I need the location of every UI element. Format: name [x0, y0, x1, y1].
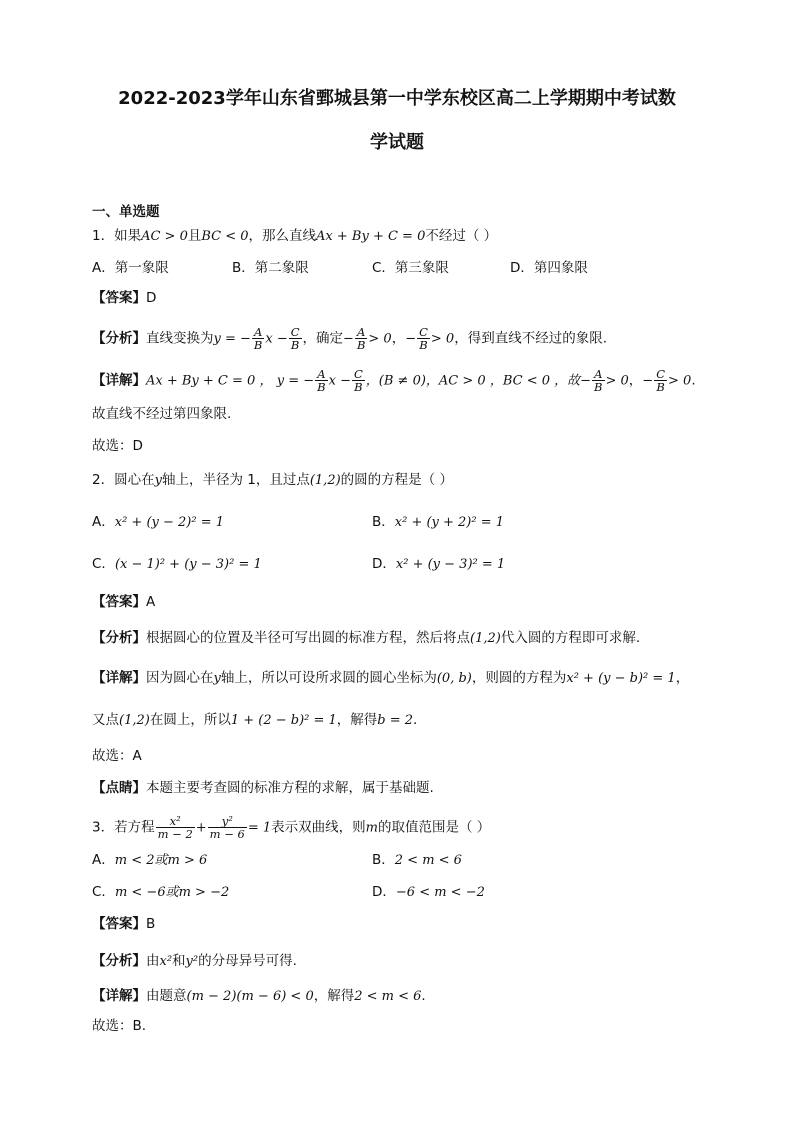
analysis-label: 【分析】 — [92, 330, 146, 347]
frac-num: x² — [156, 815, 195, 828]
q2-stem-c: 的圆的方程是（ ） — [340, 472, 453, 488]
analysis-label: 【分析】 — [92, 630, 146, 646]
q2-option-b-label: B． — [372, 514, 395, 530]
q2-option-c — [92, 554, 262, 575]
q1-stem — [92, 226, 497, 247]
detail-label: 【详解】 — [92, 988, 146, 1004]
q3-stem — [92, 815, 490, 840]
frac-num: A — [252, 326, 264, 339]
answer-label: 【答案】 — [92, 594, 146, 610]
q3-option-c — [92, 882, 229, 903]
frac-den: B — [253, 338, 263, 352]
q3-eq-one: = 1 — [247, 820, 272, 836]
frac-num: A — [355, 326, 367, 339]
q3-answer-value: B — [146, 916, 156, 932]
q2-detail-b: 轴上，所以可设所求圆的圆心坐标为 — [220, 670, 437, 686]
fraction-c-b — [352, 368, 365, 393]
frac-num: A — [315, 368, 327, 381]
q1-option-d: D．第四象限 — [510, 260, 588, 276]
q3-detail-c: . — [421, 988, 426, 1004]
q1-pick: 故选：D — [92, 438, 143, 454]
q2-detail-eq: x² + (y − b)² = 1 — [566, 671, 676, 686]
q2-option-c-label: C． — [92, 556, 115, 572]
fraction-a-b — [252, 326, 264, 351]
frac-den: B — [354, 380, 363, 394]
q2-detail — [92, 668, 689, 689]
gt-zero: > 0 — [368, 331, 392, 347]
q1-detail-c: AC > 0 ， — [438, 373, 503, 389]
q3-option-a-label: A． — [92, 852, 115, 868]
q2-option-b — [372, 512, 504, 533]
q2-option-d-eq: x² + (y − 3)² = 1 — [395, 557, 506, 572]
q1-analysis-text-b: ，确定 — [302, 330, 344, 347]
q3-analysis — [92, 951, 297, 972]
q2-option-a — [92, 512, 224, 533]
q3-option-b-label: B． — [372, 852, 395, 868]
q2-pick: 故选：A — [92, 748, 142, 764]
q1-x-minus: x − — [328, 373, 351, 389]
q2-analysis-b: 代入圆的方程即可求解. — [500, 630, 641, 646]
q2-detail2-eq: 1 + (2 − b)² = 1 — [230, 713, 337, 728]
frac-den: B — [656, 380, 665, 394]
q1-mid2: ，那么直线 — [248, 228, 317, 244]
q3-option-d-label: D． — [372, 884, 396, 900]
q2-comment — [92, 778, 434, 798]
q3-detail-text: 由题意 — [146, 988, 187, 1004]
q3-detail-result: 2 < m < 6 — [354, 989, 422, 1004]
q2-y: y — [154, 473, 162, 488]
frac-den: B — [317, 380, 326, 394]
q2-option-d-label: D． — [372, 556, 396, 572]
q2-detail-e: ， — [675, 670, 690, 686]
frac-den: B — [290, 338, 300, 352]
q3-m: m — [365, 820, 378, 836]
frac-den: m − 2 — [157, 827, 193, 841]
q3-analysis-c: 的分母异号可得. — [198, 953, 297, 969]
q3-detail — [92, 986, 426, 1007]
q2-analysis — [92, 628, 640, 649]
q2-option-b-eq: x² + (y + 2)² = 1 — [394, 515, 505, 530]
q1-option-a: A．第一象限 — [92, 260, 169, 276]
q2-detail-2 — [92, 710, 417, 731]
title-line-2: 学试题 — [370, 132, 424, 153]
q3-option-b-value: 2 < m < 6 — [394, 853, 462, 868]
q1-analysis — [92, 326, 607, 351]
q3-stem-b: 表示双曲线，则 — [271, 819, 366, 836]
q1-cond1: AC > 0 — [141, 229, 188, 244]
q3-option-a — [92, 850, 207, 871]
q2-stem — [92, 470, 453, 491]
fraction-c-b — [654, 368, 667, 393]
fraction-x2-m2 — [156, 815, 195, 840]
q3-y2: y² — [185, 954, 199, 969]
q2-analysis-text: 根据圆心的位置及半径可写出圆的标准方程，然后将点 — [146, 630, 470, 646]
q2-option-c-eq: (x − 1)² + (y − 3)² = 1 — [114, 557, 262, 572]
q1-option-c: C．第三象限 — [372, 260, 449, 276]
q1-mid1: 且 — [187, 228, 202, 244]
q1-detail-b: ，(B ≠ 0)， — [365, 373, 439, 389]
q2-comment-text: 本题主要考查圆的标准方程的求解，属于基础题. — [146, 780, 434, 796]
frac-num: C — [656, 367, 666, 381]
q1-analysis-text-d: ，得到直线不经过的象限. — [454, 330, 607, 347]
q2-stem-b: 轴上，半径为 1，且过点 — [161, 472, 310, 488]
q2-answer-value: A — [146, 594, 156, 610]
fraction-a-b — [592, 368, 604, 393]
q1-detail-d: BC < 0 ，故 — [502, 373, 581, 389]
q1-detail — [92, 368, 696, 393]
q3-stem-c: 的取值范围是（ ） — [377, 819, 491, 836]
q3-stem-text: 3．若方程 — [92, 819, 155, 836]
q1-cond2: BC < 0 — [201, 229, 249, 244]
q2-detail-d: ，则圆的方程为 — [471, 670, 567, 686]
q2-detail2-text: 又点 — [92, 712, 119, 728]
neg-sign: − — [405, 331, 417, 347]
frac-num: y² — [208, 815, 247, 828]
q3-option-c-label: C． — [92, 884, 115, 900]
q2-stem-text: 2．圆心在 — [92, 472, 155, 488]
fraction-c-b — [289, 326, 302, 351]
q2-detail2-point: (1,2) — [119, 713, 150, 728]
q3-analysis-b: 和 — [172, 953, 186, 969]
q2-analysis-point: (1,2) — [470, 631, 501, 646]
q1-y-eq: y = − — [276, 373, 315, 389]
neg-sign: − — [642, 373, 654, 389]
frac-num: C — [290, 325, 300, 339]
q3-option-b — [372, 850, 462, 871]
q1-detail-2: 故直线不经过第四象限. — [92, 406, 232, 422]
q3-option-c-value: m < −6或m > −2 — [114, 885, 230, 900]
q1-line-eq: Ax + By + C = 0 — [316, 229, 426, 244]
q1-analysis-text: 直线变换为 — [146, 330, 214, 347]
q2-detail-text: 因为圆心在 — [146, 670, 214, 686]
q2-detail2-b: 在圆上，所以 — [149, 712, 231, 728]
q2-option-a-label: A． — [92, 514, 115, 530]
analysis-label: 【分析】 — [92, 953, 146, 969]
q1-detail-e: ， — [628, 372, 643, 389]
fraction-y2-m6 — [208, 815, 247, 840]
fraction-c-b — [417, 326, 430, 351]
q3-option-d — [372, 882, 485, 903]
frac-den: B — [594, 380, 603, 394]
q2-option-d — [372, 554, 505, 575]
q1-detail-f: . — [691, 372, 696, 389]
q1-analysis-text-c: ， — [391, 330, 406, 347]
q2-detail-y: y — [213, 671, 221, 686]
q3-option-a-value: m < 2或m > 6 — [114, 853, 208, 868]
answer-label: 【答案】 — [92, 916, 146, 932]
frac-num: C — [353, 367, 363, 381]
frac-den: B — [356, 338, 366, 352]
frac-num: A — [592, 368, 604, 381]
frac-den: m − 6 — [209, 827, 245, 841]
comment-label: 【点睛】 — [92, 780, 146, 796]
q2-detail2-result: b = 2 — [377, 713, 414, 728]
q2-detail-center: (0, b) — [436, 671, 472, 686]
q1-y-eq: y = − — [213, 331, 251, 347]
q3-answer — [92, 914, 155, 934]
detail-label: 【详解】 — [92, 670, 146, 686]
neg-sign: − — [580, 373, 592, 389]
frac-den: B — [419, 338, 428, 352]
q1-stem-text: 1．如果 — [92, 228, 142, 244]
frac-num: C — [419, 325, 428, 339]
q3-pick: 故选：B. — [92, 1018, 147, 1034]
q3-analysis-text: 由 — [146, 953, 160, 969]
q3-x2: x² — [159, 954, 173, 969]
q2-point: (1,2) — [309, 473, 341, 488]
gt-zero: > 0 — [605, 373, 629, 389]
q1-x-minus: x − — [265, 331, 288, 347]
q2-option-a-eq: x² + (y − 2)² = 1 — [114, 515, 225, 530]
plus-sign: + — [195, 820, 207, 836]
q3-option-d-value: −6 < m < −2 — [395, 885, 485, 900]
answer-label: 【答案】 — [92, 290, 146, 306]
q1-answer-value: D — [146, 290, 157, 306]
q1-option-b: B．第二象限 — [232, 260, 309, 276]
q2-detail2-c: ，解得 — [336, 712, 378, 728]
q2-answer — [92, 592, 155, 612]
q1-stem-end: 不经过（ ） — [425, 228, 498, 244]
gt-zero: > 0 — [430, 331, 455, 347]
q1-answer — [92, 288, 156, 308]
detail-label: 【详解】 — [92, 372, 146, 389]
q2-detail2-d: . — [413, 712, 418, 728]
fraction-a-b — [355, 326, 367, 351]
gt-zero: > 0 — [668, 373, 692, 389]
fraction-a-b — [315, 368, 327, 393]
q1-detail-eq: Ax + By + C = 0 ， — [146, 373, 273, 389]
q3-detail-b: ，解得 — [313, 988, 355, 1004]
section-heading: 一、单选题 — [92, 204, 160, 220]
title-line-1: 2022-2023学年山东省鄄城县第一中学东校区高二上学期期中考试数 — [118, 88, 676, 109]
q3-detail-eq: (m − 2)(m − 6) < 0 — [186, 989, 314, 1004]
neg-sign: − — [343, 331, 354, 347]
